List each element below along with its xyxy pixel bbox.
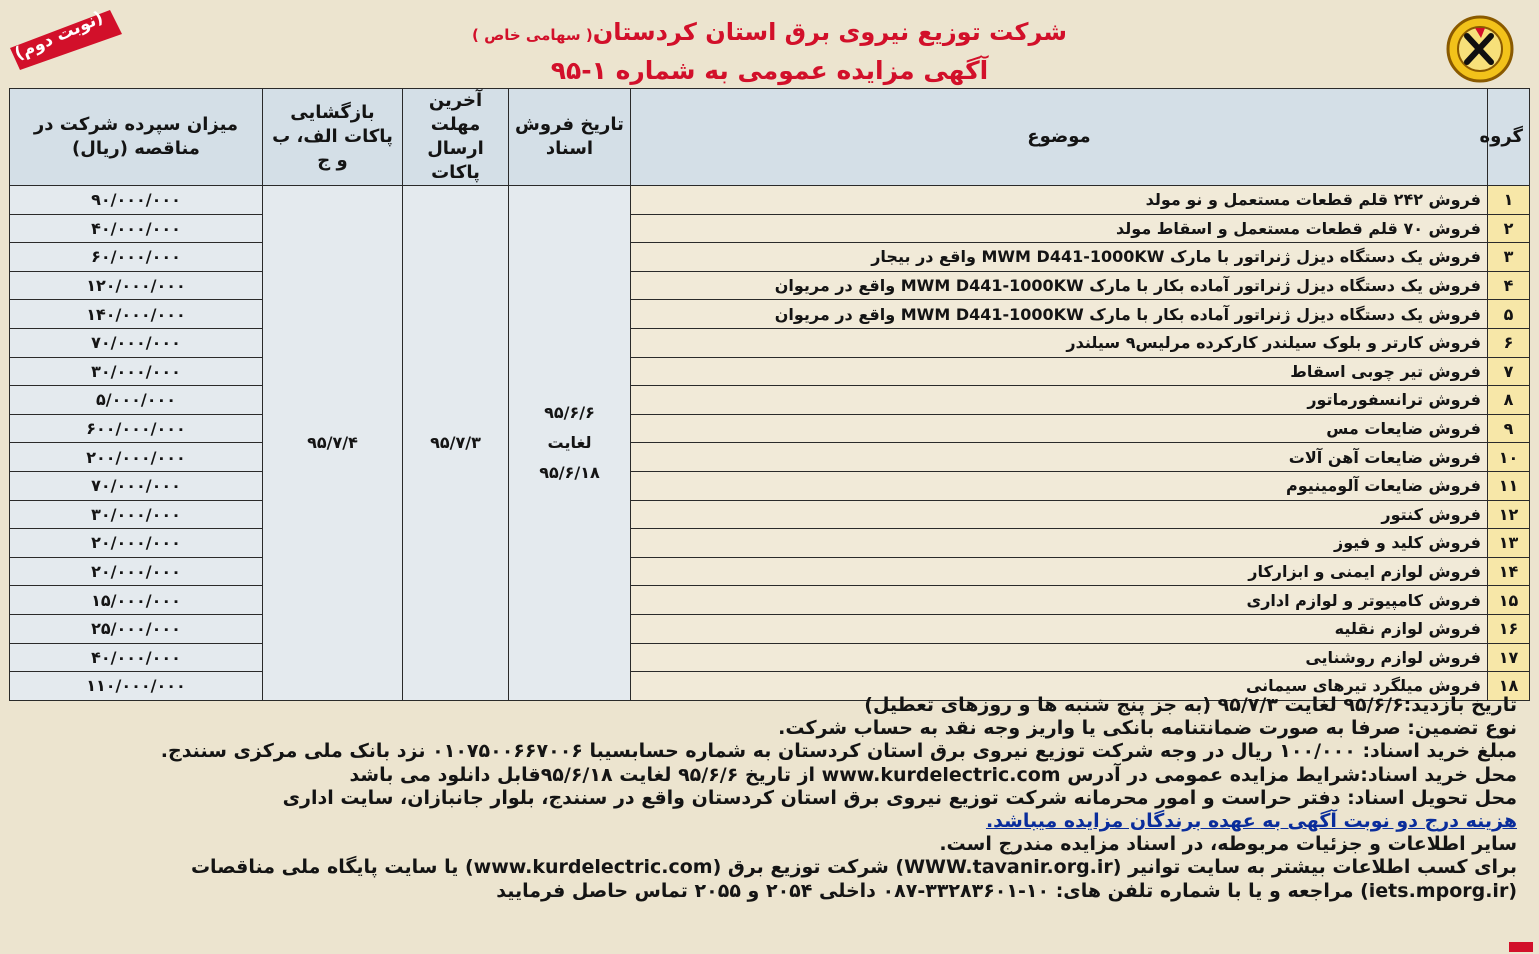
note-contact-phones: (iets.mporg.ir) مراجعه و یا با شماره تلفن های: ۱۰-۳۳۲۸۳۶۰۱-۰۸۷ داخلی ۲۰۵۴ و ۲۰۵۵ تماس حاصل فرمایید [496,879,1517,902]
row-subject: فروش کلید و فیوز [631,529,1488,558]
table-row [10,614,1530,643]
note-guarantee-type: نوع تضمین: صرفا به صورت ضمانتنامه بانکی یا واریز وجه نقد به حساب شرکت. [778,717,1517,740]
table-row [10,386,1530,415]
table-row [10,471,1530,500]
row-number: ۶ [1488,328,1530,357]
row-subject: فروش ضایعات مس [631,414,1488,443]
row-subject: فروش تیر چوبی اسقاط [631,357,1488,386]
table-row [10,500,1530,529]
note-visit-date: تاریخ بازدید:۹۵/۶/۶ لغایت ۹۵/۷/۳ (به جز پنج شنبه ها و روزهای تعطیل) [864,694,1517,716]
table-row [10,357,1530,386]
row-subject: فروش کامپیوتر و لوازم اداری [631,586,1488,615]
sale-date-until: لغایت [547,432,592,452]
row-number: ۸ [1488,386,1530,415]
row-subject: فروش یک دستگاه دیزل ژنراتور آماده بکار با مارک MWM D441-1000KW واقع در مریوان [631,300,1488,329]
header-group: گروه [1488,89,1530,186]
table-row [10,271,1530,300]
note-websites: برای کسب اطلاعات بیشتر به سایت توانیر (WWW.tavanir.org.ir) شرکت توزیع برق (www.kurdelectric.com) یا سایت پایگاه ملی مناقصات [190,856,1517,879]
table-row [10,557,1530,586]
row-number: ۱۳ [1488,529,1530,558]
row-subject: فروش ۲۴۲ قلم قطعات مستعمل و نو مولد [631,186,1488,215]
row-number: ۹ [1488,414,1530,443]
auction-items-table [9,88,1530,701]
row-number: ۱ [1488,186,1530,215]
table-header-row [10,89,1530,186]
row-subject: فروش ۷۰ قلم قطعات مستعمل و اسقاط مولد [631,214,1488,243]
row-subject: فروش میلگرد تیرهای سیمانی [631,672,1488,701]
company-suffix: ( سهامی خاص ) [472,26,593,44]
row-number: ۱۱ [1488,471,1530,500]
row-amount: ۶۰۰/۰۰۰/۰۰۰ [10,414,263,443]
note-ad-cost: هزینه درج دو نوبت آگهی به عهده برندگان مزایده میباشد. [985,810,1517,833]
row-subject: فروش کارتر و بلوک سیلندر کارکرده مرلیس۹ سیلندر [631,328,1488,357]
sale-date-to: ۹۵/۶/۱۸ [539,462,600,482]
table-row [10,328,1530,357]
table-row [10,643,1530,672]
table-row [10,186,1530,215]
note-delivery-location: محل تحویل اسناد: دفتر حراست و امور محرمانه شرکت توزیع نیروی برق استان کردستان واقع در سنندج، بلوار جانبازان، سایت اداری [282,786,1517,809]
note-purchase-location: محل خرید اسناد:شرایط مزایده عمومی در آدرس www.kurdelectric.com از تاریخ ۹۵/۶/۶ لغایت ۹۵/۶/۱۸قابل دانلود می باشد [349,763,1517,786]
row-number: ۷ [1488,357,1530,386]
row-amount: ۲۰۰/۰۰۰/۰۰۰ [10,443,263,472]
header-deposit: میزان سپرده شرکت در مناقصه (ریال) [10,89,263,186]
row-subject: فروش کنتور [631,500,1488,529]
row-amount: ۴۰/۰۰۰/۰۰۰ [10,643,263,672]
row-number: ۱۸ [1488,672,1530,701]
table-row [10,414,1530,443]
row-number: ۱۷ [1488,643,1530,672]
company-logo-icon [1445,14,1515,84]
row-amount: ۲۵/۰۰۰/۰۰۰ [10,614,263,643]
row-number: ۱۲ [1488,500,1530,529]
row-amount: ۴۰/۰۰۰/۰۰۰ [10,214,263,243]
sale-date-cell [509,186,631,701]
row-number: ۱۴ [1488,557,1530,586]
row-number: ۳ [1488,243,1530,272]
row-amount: ۱۵/۰۰۰/۰۰۰ [10,586,263,615]
table-row [10,529,1530,558]
row-amount: ۹۰/۰۰۰/۰۰۰ [10,186,263,215]
opening-cell: ۹۵/۷/۴ [263,186,403,701]
table-row [10,586,1530,615]
row-number: ۱۵ [1488,586,1530,615]
row-number: ۱۶ [1488,614,1530,643]
row-subject: فروش یک دستگاه دیزل ژنراتور با مارک MWM D441-1000KW واقع در بیجار [631,243,1488,272]
row-amount: ۲۰/۰۰۰/۰۰۰ [10,529,263,558]
header-subject: موضوع [631,89,1488,186]
row-number: ۲ [1488,214,1530,243]
table-row [10,243,1530,272]
table-row [10,443,1530,472]
notice-notes [14,694,1517,903]
sale-date-from: ۹۵/۶/۶ [544,402,595,422]
row-subject: فروش لوازم نقلیه [631,614,1488,643]
row-number: ۴ [1488,271,1530,300]
edition-badge-text: (نوبت دوم) [11,7,107,65]
header-deadline: آخرین مهلت ارسال پاکات [403,89,509,186]
row-amount: ۳۰/۰۰۰/۰۰۰ [10,500,263,529]
row-amount: ۱۲۰/۰۰۰/۰۰۰ [10,271,263,300]
row-subject: فروش لوازم ایمنی و ابزارکار [631,557,1488,586]
deadline-cell: ۹۵/۷/۳ [403,186,509,701]
notice-header [0,4,1539,92]
row-amount: ۱۱۰/۰۰۰/۰۰۰ [10,672,263,701]
header-opening: بازگشایی پاکات الف، ب و ج [263,89,403,186]
row-subject: فروش لوازم روشنایی [631,643,1488,672]
row-amount: ۳۰/۰۰۰/۰۰۰ [10,357,263,386]
row-amount: ۶۰/۰۰۰/۰۰۰ [10,243,263,272]
row-amount: ۷۰/۰۰۰/۰۰۰ [10,328,263,357]
row-number: ۱۰ [1488,443,1530,472]
note-document-price: مبلغ خرید اسناد: ۱۰۰/۰۰۰ ریال در وجه شرکت توزیع نیروی برق استان کردستان به شماره حسابسیبا ۰۱۰۷۵۰۰۶۶۷۰۰۶ نزد بانک ملی مرکزی سنندج. [160,740,1517,763]
row-subject: فروش یک دستگاه دیزل ژنراتور آماده بکار با مارک MWM D441-1000KW واقع در مریوان [631,271,1488,300]
header-sale-date: تاریخ فروش اسناد [509,89,631,186]
note-other-info: سایر اطلاعات و جزئیات مربوطه، در اسناد مزایده مندرج است. [939,833,1517,856]
row-amount: ۲۰/۰۰۰/۰۰۰ [10,557,263,586]
row-subject: فروش ترانسفورماتور [631,386,1488,415]
row-amount: ۵/۰۰۰/۰۰۰ [10,386,263,415]
auction-subtitle: آگهی مزایده عمومی به شماره ۱-۹۵ [550,56,989,85]
company-name: شرکت توزیع نیروی برق استان کردستان [592,18,1067,46]
row-amount: ۱۴۰/۰۰۰/۰۰۰ [10,300,263,329]
row-subject: فروش ضایعات آهن آلات [631,443,1488,472]
row-subject: فروش ضایعات آلومینیوم [631,471,1488,500]
page-corner-mark [1509,942,1533,952]
company-title [0,18,1539,46]
row-amount: ۷۰/۰۰۰/۰۰۰ [10,471,263,500]
table-row [10,214,1530,243]
row-number: ۵ [1488,300,1530,329]
table-row [10,300,1530,329]
